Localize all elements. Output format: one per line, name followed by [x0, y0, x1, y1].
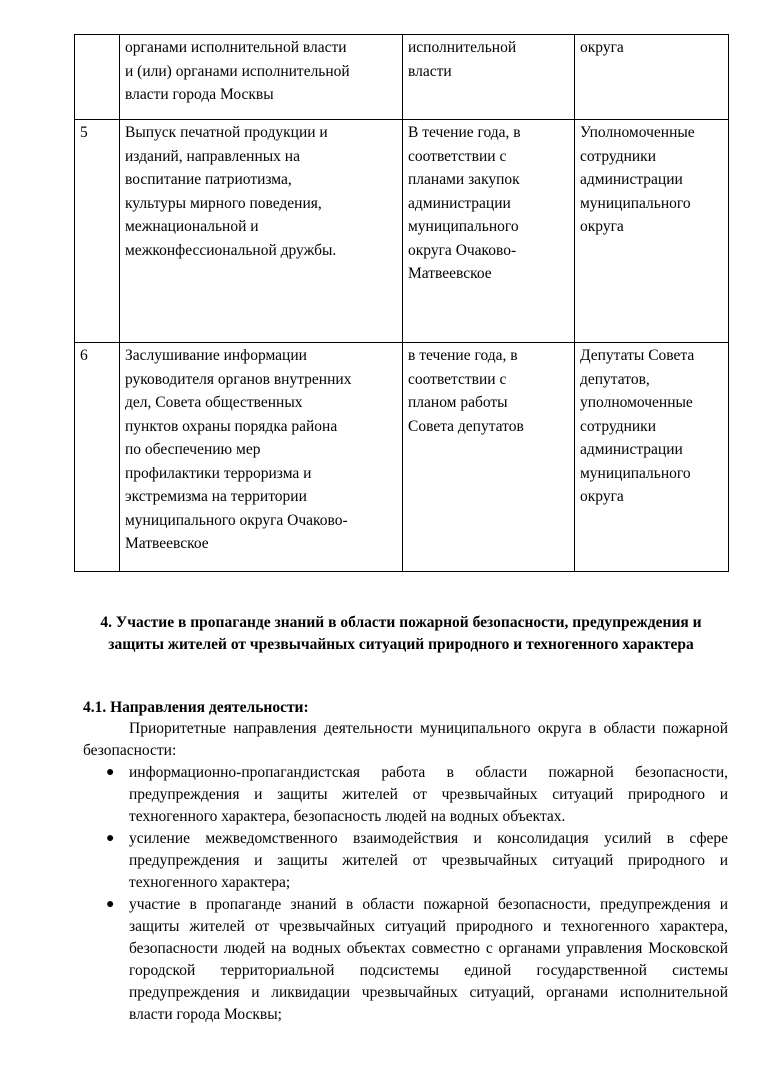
timing-cell: исполнительной власти: [403, 35, 575, 120]
timing-cell: В течение года, в соответствии с планами закупок администрации муниципального округа Очаково- Матвеевское: [403, 120, 575, 343]
list-item: [83, 828, 728, 894]
list-item-text: усиление межведомственного взаимодействия и консолидация усилий в сфере предупреждения и защиты жителей от чрезвычайных ситуаций природного и техногенного характера;: [129, 830, 728, 891]
section-heading: 4. Участие в пропаганде знаний в области пожарной безопасности, предупреждения и защиты жителей от чрезвычайных ситуаций природного и техногенного характера: [100, 614, 702, 653]
row-number-cell: 6: [75, 343, 120, 572]
event-cell: Выпуск печатной продукции и изданий, направленных на воспитание патриотизма, культуры мирного поведения, межнациональной и межконфессиональной дружбы.: [120, 120, 403, 343]
list-item-text: участие в пропаганде знаний в области пожарной безопасности, предупреждения и защиты жителей от чрезвычайных ситуаций природного и техногенного характера, безопасности людей на водных объектах совместно с органами управления Московской городской территориальной подсистемы единой государственной системы предупреждения и ликвидации чрезвычайных ситуаций, органами исполнительной власти города Москвы;: [129, 896, 728, 1023]
responsible-cell: Депутаты Совета депутатов, уполномоченные сотрудники администрации муниципального округа: [575, 343, 729, 572]
subsection-heading: 4.1. Направления деятельности:: [83, 699, 309, 716]
bullet-icon: ●: [106, 831, 115, 846]
event-cell: органами исполнительной власти и (или) органами исполнительной власти города Москвы: [120, 35, 403, 120]
directions-list: [83, 762, 728, 1026]
events-table: [74, 34, 729, 572]
list-item: [83, 894, 728, 1026]
list-item: [83, 762, 728, 828]
table-row: [75, 343, 729, 572]
intro-paragraph: Приоритетные направления деятельности муниципального округа в области пожарной безопасности:: [83, 720, 728, 759]
list-item-text: информационно-пропагандистская работа в области пожарной безопасности, предупреждения и защиты жителей от чрезвычайных ситуаций природного и техногенного характера, безопасность людей на водных объектах.: [129, 764, 728, 825]
bullet-icon: ●: [106, 897, 115, 912]
responsible-cell: Уполномоченные сотрудники администрации муниципального округа: [575, 120, 729, 343]
table-row: [75, 120, 729, 343]
table-row: [75, 35, 729, 120]
timing-cell: в течение года, в соответствии с планом работы Совета депутатов: [403, 343, 575, 572]
event-cell: Заслушивание информации руководителя органов внутренних дел, Совета общественных пунктов охраны порядка района по обеспечению мер профилактики терроризма и экстремизма на территории муниципального округа Очаково- Матвеевское: [120, 343, 403, 572]
row-number-cell: 5: [75, 120, 120, 343]
row-number-cell: [75, 35, 120, 120]
responsible-cell: округа: [575, 35, 729, 120]
bullet-icon: ●: [106, 765, 115, 780]
